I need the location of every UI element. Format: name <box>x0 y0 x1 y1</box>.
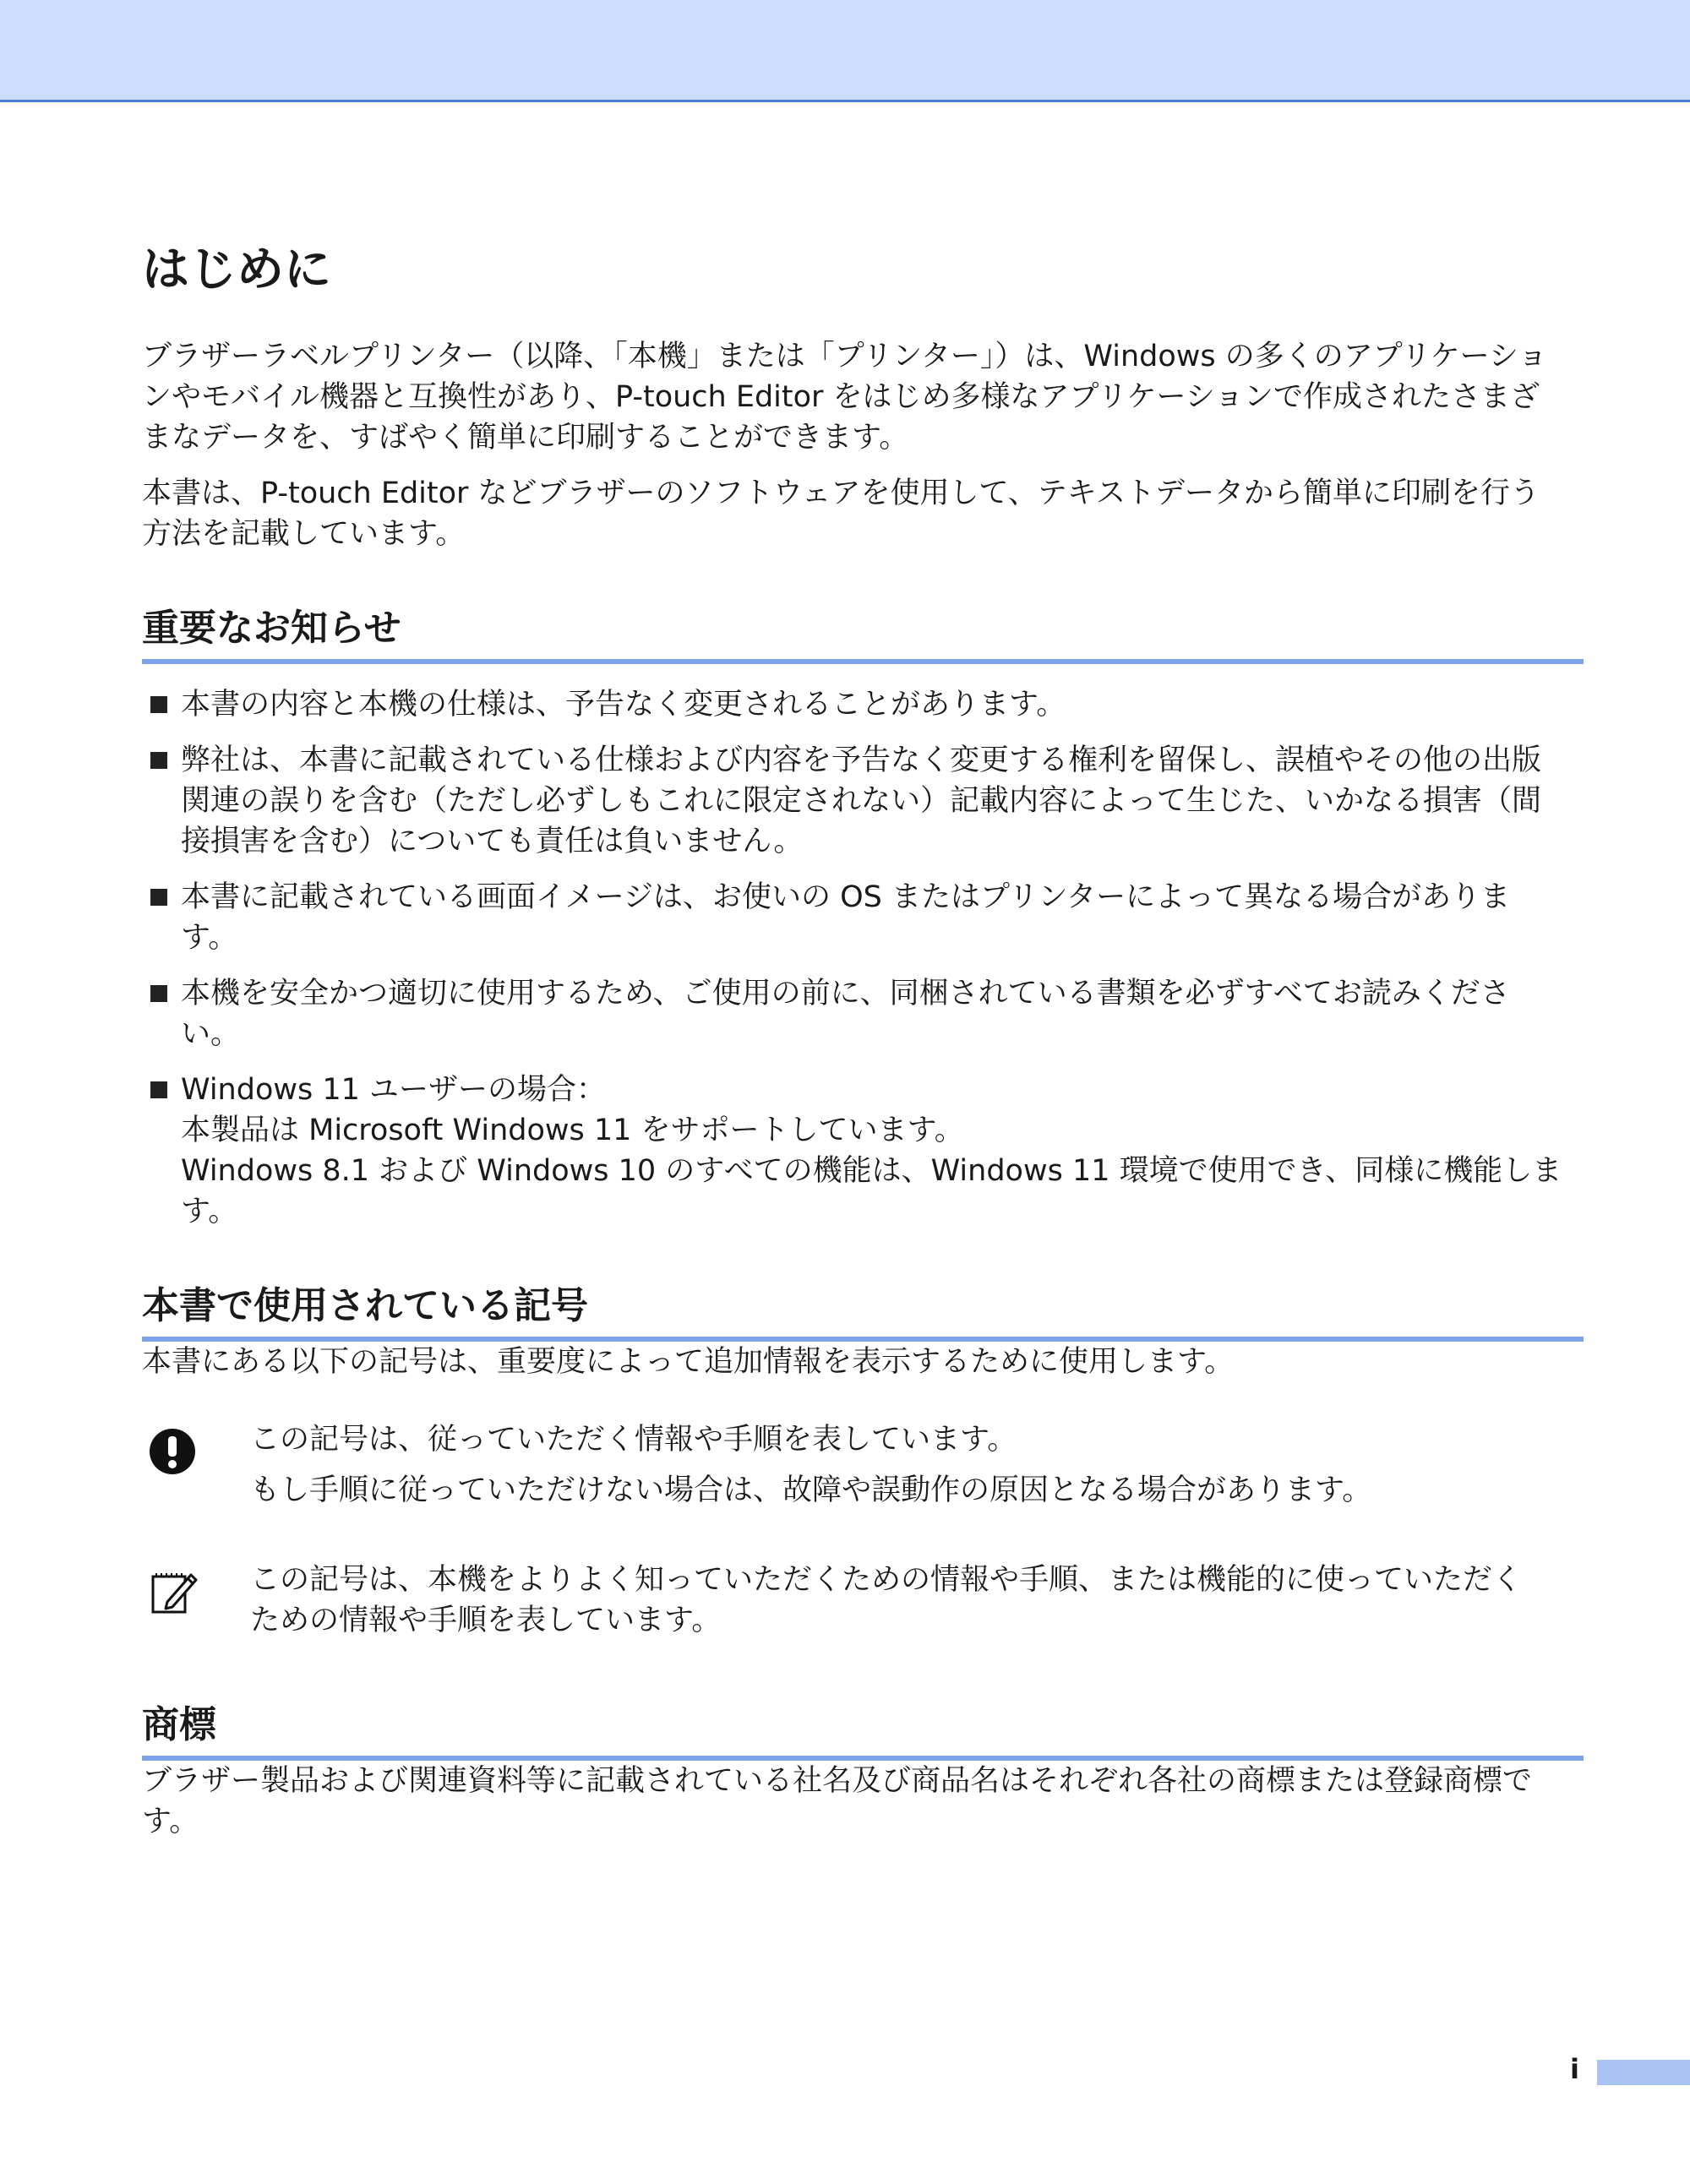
section-heading-trademarks: 商標 <box>142 1700 1584 1761</box>
square-bullet-icon <box>150 696 167 713</box>
intro-paragraph-2 <box>142 473 1584 554</box>
square-bullet-icon <box>150 752 167 769</box>
square-bullet-icon <box>150 985 167 1002</box>
text-line: ブラザー製品および関連資料等に記載されている社名及び商品名はそれぞれ各社の商標または登録商標で <box>142 1764 1533 1798</box>
text-line: Windows 11 ユーザーの場合： <box>181 1073 607 1107</box>
text-line: ンやモバイル機器と互換性があり、P-touch Editor をはじめ多様なアプリケーションで作成されたさまざ <box>142 380 1540 414</box>
list-item <box>142 684 1584 725</box>
section-heading-notices: 重要なお知らせ <box>142 603 1584 664</box>
text-line: まなデータを、すばやく簡単に印刷することができます。 <box>142 421 909 455</box>
text-line: す。 <box>181 921 238 955</box>
intro-paragraph-1 <box>142 336 1584 458</box>
text-line: い。 <box>181 1017 241 1051</box>
text-line: この記号は、従っていただく情報や手順を表しています。 <box>250 1423 1017 1457</box>
list-item <box>142 740 1584 862</box>
text-line: 本書に記載されている画面イメージは、お使いの OS またはプリンターによって異なる場合がありま <box>181 880 1511 914</box>
symbol-important-text <box>250 1419 1584 1511</box>
list-item <box>142 877 1584 958</box>
page-number: i <box>1570 2053 1579 2085</box>
text-line: Windows 8.1 および Windows 10 のすべての機能は、Windows 11 環境で使用でき、同様に機能します。 <box>181 1154 1562 1228</box>
important-exclamation-icon <box>149 1428 196 1479</box>
text-line: 本機を安全かつ適切に使用するため、ご使用の前に、同梱されている書類を必ずすべてお読みくださ <box>181 977 1510 1010</box>
header-band <box>0 0 1690 102</box>
page-title: はじめに <box>142 242 331 297</box>
text-line: 関連の誤りを含む（ただし必ずしもこれに限定されない）記載内容によって生じた、いかなる損害（間 <box>181 784 1542 818</box>
list-item <box>142 1070 1584 1232</box>
list-item <box>142 973 1584 1054</box>
text-line: もし手順に従っていただけない場合は、故障や誤動作の原因となる場合があります。 <box>250 1473 1372 1507</box>
text-line: 本製品は Microsoft Windows 11 をサポートしています。 <box>181 1114 964 1147</box>
page-content <box>142 237 1584 1857</box>
symbols-intro: 本書にある以下の記号は、重要度によって追加情報を表示するために使用します。 <box>142 1345 1235 1379</box>
text-line: 接損害を含む）についても責任は負いません。 <box>181 825 804 858</box>
page-tab-marker <box>1597 2060 1690 2085</box>
text-line: 弊社は、本書に記載されている仕様および内容を予告なく変更する権利を留保し、誤植やその他の出版 <box>181 743 1542 777</box>
symbol-note-row <box>142 1560 1584 1641</box>
text-line: ブラザーラベルプリンター（以降、「本機」または「プリンター」）は、Windows の多くのアプリケーショ <box>142 340 1548 373</box>
text-line: ための情報や手順を表しています。 <box>250 1604 722 1637</box>
symbol-note-text <box>250 1560 1584 1641</box>
text-line: 本書は、P-touch Editor などブラザーのソフトウェアを使用して、テキストデータから簡単に印刷を行う <box>142 477 1540 510</box>
text-line: 方法を記載しています。 <box>142 517 466 551</box>
text-line: この記号は、本機をよりよく知っていただくための情報や手順、または機能的に使っていただく <box>250 1563 1523 1597</box>
note-pencil-icon <box>149 1566 199 1620</box>
trademarks-paragraph <box>142 1761 1584 1842</box>
notices-list <box>142 684 1584 1232</box>
symbol-important-row <box>142 1419 1584 1511</box>
text-line: 本書の内容と本機の仕様は、予告なく変更されることがあります。 <box>181 688 1066 722</box>
text-line: す。 <box>142 1805 199 1838</box>
section-heading-symbols: 本書で使用されている記号 <box>142 1281 1584 1342</box>
square-bullet-icon <box>150 1081 167 1098</box>
square-bullet-icon <box>150 889 167 906</box>
